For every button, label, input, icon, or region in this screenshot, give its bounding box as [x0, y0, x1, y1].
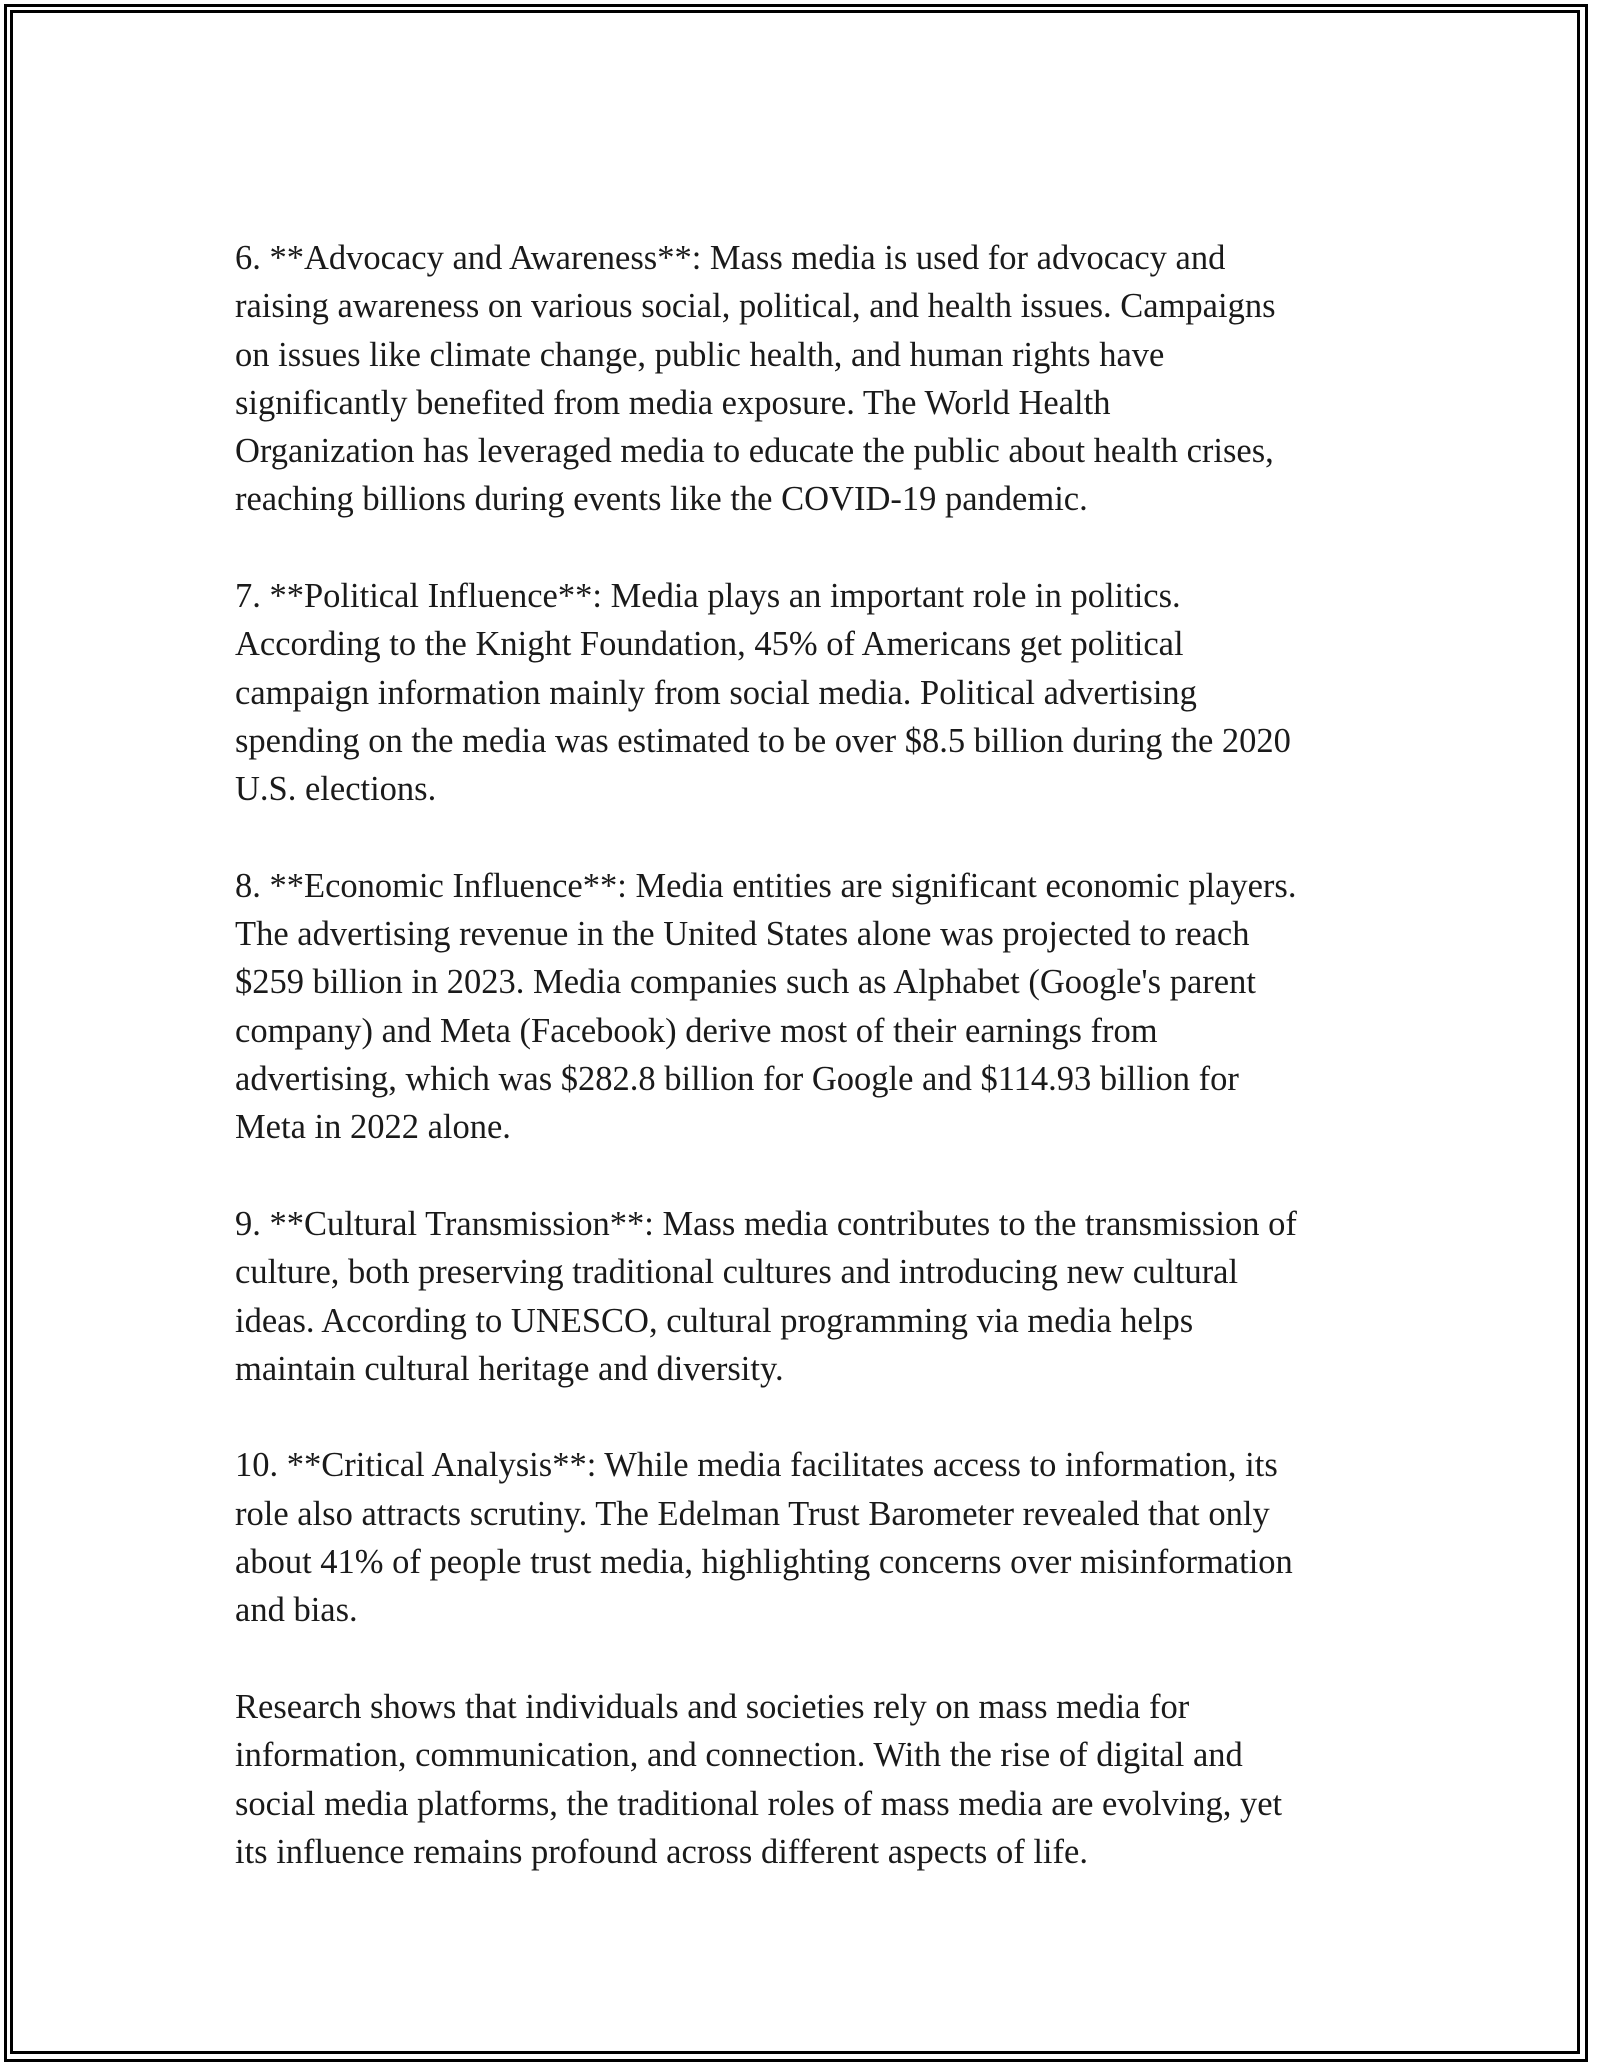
paragraph-political-influence: 7. **Political Influence**: Media plays an important role in politics. According to the Knight Foundation, 45% of Americans get political campaign information mainly from social media. Political advertising spending on the media was estimated to be over $8.5 billion during the 2020 U.S. elections.	[235, 577, 1291, 809]
paragraph-conclusion: Research shows that individuals and societies rely on mass media for information, communication, and connection. With the rise of digital and social media platforms, the traditional roles of mass media are evolving, yet its influence remains profound across different aspects of life.	[235, 1687, 1283, 1871]
document-body	[235, 234, 1385, 1924]
paragraph-cultural-transmission: 9. **Cultural Transmission**: Mass media contributes to the transmission of culture, both preserving traditional cultures and introducing new cultural ideas. According to UNESCO, cultural programming via media helps maintain cultural heritage and diversity.	[235, 1204, 1297, 1388]
paragraph-critical-analysis: 10. **Critical Analysis**: While media facilitates access to information, its role also attracts scrutiny. The Edelman Trust Barometer revealed that only about 41% of people trust media, highlighting concerns over misinformation and bias.	[235, 1446, 1293, 1630]
paragraph-advocacy-awareness: 6. **Advocacy and Awareness**: Mass media is used for advocacy and raising awareness on various social, political, and health issues. Campaigns on issues like climate change, public health, and human rights have significantly benefited from media exposure. The World Health Organization has leveraged media to educate the public about health crises, reaching billions during events like the COVID-19 pandemic.	[235, 239, 1276, 519]
paragraph-economic-influence: 8. **Economic Influence**: Media entities are significant economic players. The advertising revenue in the United States alone was projected to reach $259 billion in 2023. Media companies such as Alphabet (Google's parent company) and Meta (Facebook) derive most of their earnings from advertising, which was $282.8 billion for Google and $114.93 billion for Meta in 2022 alone.	[235, 866, 1297, 1147]
